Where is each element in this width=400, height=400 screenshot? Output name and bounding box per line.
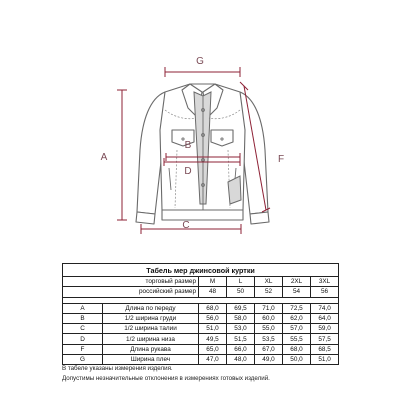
measure-value: 68,5 [311, 344, 339, 354]
measure-value: 64,0 [311, 313, 339, 323]
measure-value: 53,5 [255, 334, 283, 344]
measure-value: 58,0 [227, 313, 255, 323]
measure-value: 69,5 [227, 303, 255, 313]
size-header: XL [255, 277, 283, 287]
measure-value: 67,0 [255, 344, 283, 354]
measure-value: 65,0 [199, 344, 227, 354]
measure-value: 51,0 [311, 355, 339, 365]
measure-value: 72,5 [283, 303, 311, 313]
measure-value: 48,0 [227, 355, 255, 365]
measure-name: Ширина плеч [103, 355, 199, 365]
table-title: Табель мер джинсовой куртки [63, 264, 339, 277]
jacket-sketch [136, 84, 269, 224]
measure-code: G [63, 355, 103, 365]
size-header: 2XL [283, 277, 311, 287]
measure-value: 51,0 [199, 324, 227, 334]
measure-value: 57,5 [311, 334, 339, 344]
note-line: В табеле указаны измерения изделия. [62, 365, 173, 372]
russian-size: 52 [255, 287, 283, 297]
russian-size-row [63, 287, 339, 297]
table-row [63, 313, 339, 323]
measure-name: 1/2 ширина груди [103, 313, 199, 323]
measure-code: C [63, 324, 103, 334]
russian-size: 50 [227, 287, 255, 297]
measure-value: 57,0 [283, 324, 311, 334]
measure-value: 74,0 [311, 303, 339, 313]
measure-code: A [63, 303, 103, 313]
measure-value: 47,0 [199, 355, 227, 365]
measure-value: 68,0 [199, 303, 227, 313]
table-row [63, 344, 339, 354]
russian-size: 54 [283, 287, 311, 297]
measure-value: 68,0 [283, 344, 311, 354]
measure-value: 59,0 [311, 324, 339, 334]
table-row [63, 303, 339, 313]
measure-name: 1/2 ширина низа [103, 334, 199, 344]
size-header: M [199, 277, 227, 287]
dimension-a [101, 90, 127, 220]
measure-value: 49,0 [255, 355, 283, 365]
measure-code: B [63, 313, 103, 323]
size-table [62, 263, 339, 365]
label-c: C [182, 220, 190, 231]
label-g: G [196, 56, 204, 67]
measure-value: 62,0 [283, 313, 311, 323]
label-d: D [184, 166, 192, 177]
dimension-g [165, 56, 240, 77]
measure-value: 53,0 [227, 324, 255, 334]
measure-code: D [63, 334, 103, 344]
russian-size: 56 [311, 287, 339, 297]
trade-size-label: торговый размер [63, 277, 199, 287]
note-line: Допустимы незначительные отклонения в измерениях готовых изделий. [62, 375, 270, 382]
measure-value: 56,0 [199, 313, 227, 323]
label-f: F [277, 154, 285, 165]
russian-size: 48 [199, 287, 227, 297]
measure-value: 55,5 [283, 334, 311, 344]
label-b: B [184, 140, 192, 151]
measure-name: Длина рукава [103, 344, 199, 354]
size-chart [62, 263, 338, 365]
measure-code: F [63, 344, 103, 354]
trade-size-row [63, 277, 339, 287]
label-a: A [100, 152, 108, 163]
size-header: 3XL [311, 277, 339, 287]
measure-value: 51,5 [227, 334, 255, 344]
measure-value: 50,0 [283, 355, 311, 365]
table-row [63, 334, 339, 344]
table-notes [62, 364, 392, 384]
measure-name: 1/2 ширина талии [103, 324, 199, 334]
measure-value: 71,0 [255, 303, 283, 313]
measure-value: 60,0 [255, 313, 283, 323]
measure-name: Длина по переду [103, 303, 199, 313]
size-header: L [227, 277, 255, 287]
dimension-c [141, 220, 241, 234]
table-title-row [63, 264, 339, 277]
russian-size-label: российский размер [63, 287, 199, 297]
measure-value: 49,5 [199, 334, 227, 344]
measure-value: 66,0 [227, 344, 255, 354]
table-row [63, 324, 339, 334]
measure-value: 55,0 [255, 324, 283, 334]
